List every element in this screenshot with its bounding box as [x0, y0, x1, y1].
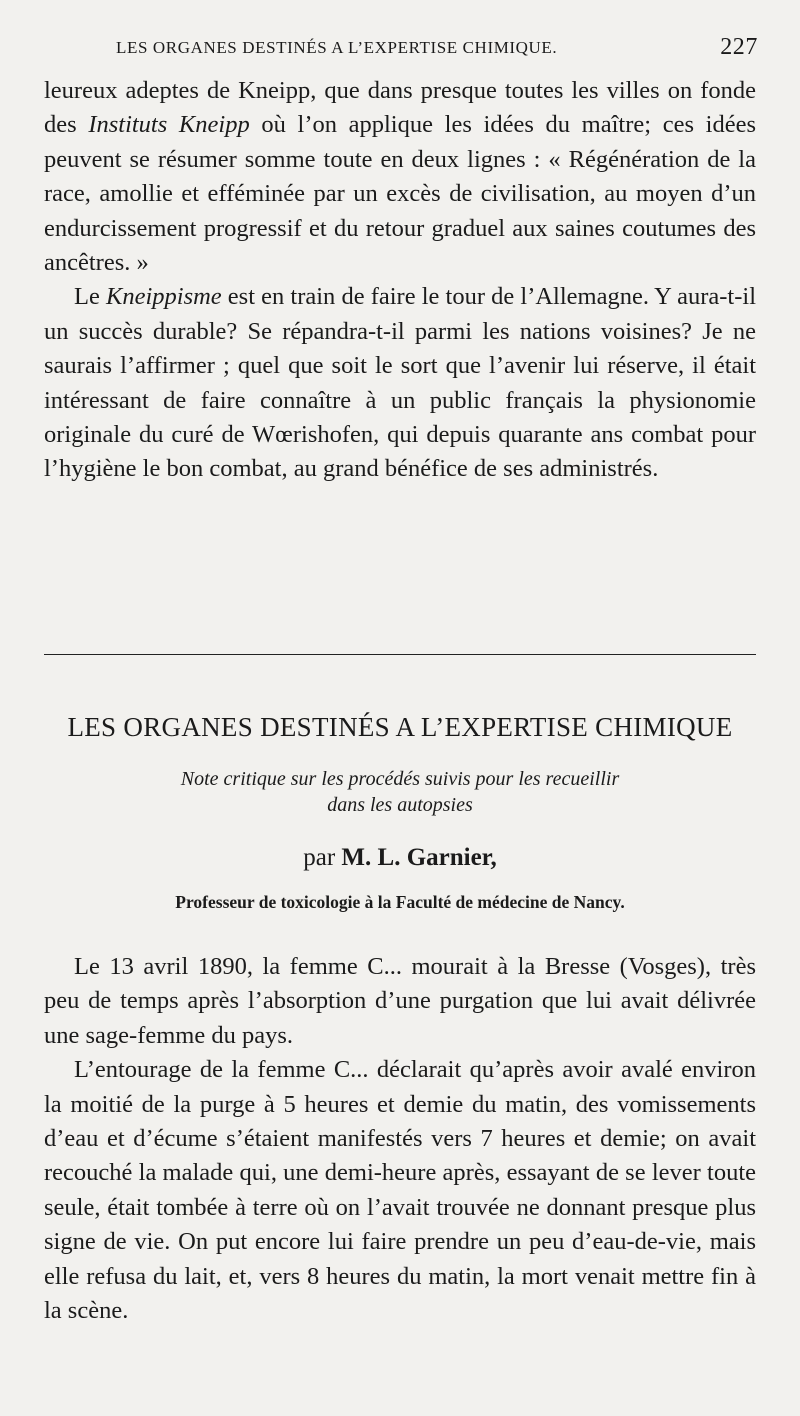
paragraph-text: est en train de faire le tour de l’Allemagne. Y aura-t-il un succès durable? Se répandra-t-il parmi les nations voisines? Je ne saurais l’affirmer ; quel que soit le sort que l’avenir lui réserve, il était intéressant de faire connaître à un public français la physionomie originale du curé de Wœrishofen, qui depuis quarante ans combat pour l’hygiène le bon combat, au grand bénéfice de ses administrés. [44, 283, 756, 483]
paragraph: Le 13 avril 1890, la femme C... mourait à la Bresse (Vosges), très peu de temps après l’absorption d’une purgation que lui avait délivrée une sage-femme du pays. [44, 953, 756, 1049]
subtitle-line: Note critique sur les procédés suivis pour les recueillir [180, 768, 620, 790]
section-divider [44, 654, 756, 655]
article-author [44, 844, 756, 872]
article-subtitle [44, 766, 756, 818]
paragraph [44, 280, 756, 486]
paragraph-text: leureux adeptes de Kneipp, que dans presque toutes les villes on fonde des [44, 77, 756, 139]
paragraph-text: où l’on applique les idées du maître; ces idées peuvent se résumer somme toute en deux lignes : « Régénération de la race, amollie et efféminée par un excès de civilisation, au moyen d’un endurcissement progressif et du retour graduel aux saines coutumes des ancêtres. » [44, 111, 756, 277]
author-affiliation: Professeur de toxicologie à la Faculté de médecine de Nancy. [175, 892, 625, 912]
article-body [44, 950, 756, 1328]
running-head [44, 34, 758, 68]
page-number: 227 [720, 34, 758, 60]
paragraph-italic-text: Kneippisme [105, 283, 222, 311]
paragraph [44, 74, 756, 280]
running-head-title: LES ORGANES DESTINÉS A L’EXPERTISE CHIMIQUE. [116, 38, 558, 57]
kneipp-section [44, 74, 756, 487]
paragraph: L’entourage de la femme C... déclarait qu’après avoir avalé environ la moitié de la purge à 5 heures et demie du matin, des vomissements d’eau et d’écume s’étaient manifestés vers 7 heures et demie; on avait recouché la malade qui, une demi-heure après, essayant de se lever toute seule, était tombée à terre où on l’avait trouvée ne donnant presque plus signe de vie. On put encore lui faire prendre un peu d’eau-de-vie, mais elle refusa du lait, et, vers 8 heures du matin, la mort venait mettre fin à la scène. [44, 1056, 756, 1325]
author-prefix: par [303, 844, 342, 871]
subtitle-line: dans les autopsies [327, 794, 473, 816]
paragraph-text: Le [74, 283, 106, 311]
author-name: M. L. Garnier, [341, 844, 497, 871]
paragraph-italic-text: Instituts Kneipp [88, 111, 250, 139]
article-title: LES ORGANES DESTINÉS A L’EXPERTISE CHIMIQUE [67, 712, 733, 742]
